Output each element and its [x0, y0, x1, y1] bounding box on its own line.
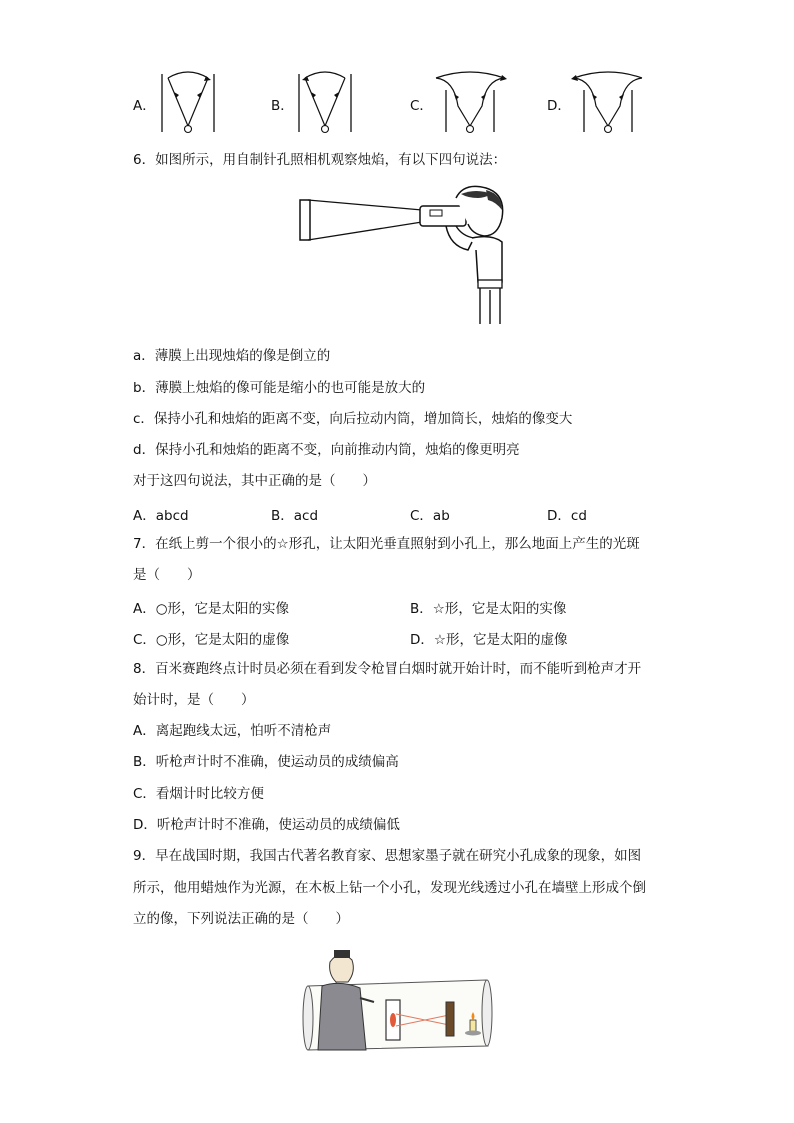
q7-option-c: C．○形，它是太阳的虚像 [133, 632, 290, 648]
q5-option-a-label: A． [133, 98, 156, 114]
q5-option-c-label: C． [410, 98, 433, 114]
q6-option-d: D．cd [547, 508, 587, 524]
q6-stem: 6．如图所示，用自制针孔照相机观察烛焰，有以下四句说法： [133, 152, 507, 168]
q6-option-b: B．acd [271, 508, 319, 524]
q8-stem-line1: 8．百米赛跑终点计时员必须在看到发令枪冒白烟时就开始计时，而不能听到枪声才开 [133, 661, 642, 677]
q6-option-a: A．abcd [133, 508, 189, 524]
q6-statement-d: d．保持小孔和烛焰的距离不变，向前推动内筒，烛焰的像更明亮 [133, 442, 520, 458]
q8-stem-line2: 始计时，是（ ） [133, 692, 255, 708]
q7-option-a: A．○形，它是太阳的实像 [133, 601, 290, 617]
q8-option-a: A．离起跑线太远，怕听不清枪声 [133, 723, 332, 739]
q7-option-b: B．☆形，它是太阳的实像 [410, 601, 567, 617]
q9-stem-line1: 9．早在战国时期，我国古代著名教育家、思想家墨子就在研究小孔成象的现象，如图 [133, 848, 642, 864]
q9-stem-line2: 所示，他用蜡烛作为光源，在木板上钻一个小孔，发现光线透过小孔在墙壁上形成个倒 [133, 880, 646, 896]
q5-options-row [0, 62, 794, 142]
q6-statement-c: c．保持小孔和烛焰的距离不变，向后拉动内筒，增加筒长，烛焰的像变大 [133, 411, 573, 427]
q7-stem-line1: 7．在纸上剪一个很小的☆形孔，让太阳光垂直照射到小孔上，那么地面上产生的光斑 [133, 536, 640, 552]
q5-option-b-diagram [295, 68, 357, 134]
pinhole-camera-figure [296, 184, 508, 328]
q6-option-c: C．ab [410, 508, 450, 524]
q6-statement-b: b．薄膜上烛焰的像可能是缩小的也可能是放大的 [133, 380, 426, 396]
q5-option-d-diagram [570, 66, 646, 134]
q7-option-d: D．☆形，它是太阳的虚像 [410, 632, 568, 648]
q8-option-c: C．看烟计时比较方便 [133, 786, 264, 802]
q9-stem-line3: 立的像，下列说法正确的是（ ） [133, 911, 349, 927]
q6-question: 对于这四句说法，其中正确的是（ ） [133, 473, 376, 489]
q6-statement-a: a．薄膜上出现烛焰的像是倒立的 [133, 348, 331, 364]
q5-option-d-label: D． [547, 98, 571, 114]
q8-option-b: B．听枪声计时不准确，使运动员的成绩偏高 [133, 754, 399, 770]
q5-option-c-diagram [432, 66, 508, 134]
mozi-pinhole-figure [300, 942, 496, 1054]
q5-option-a-diagram [158, 68, 220, 134]
q7-stem-line2: 是（ ） [133, 567, 201, 583]
q8-option-d: D．听枪声计时不准确，使运动员的成绩偏低 [133, 817, 400, 833]
q5-option-b-label: B． [271, 98, 294, 114]
